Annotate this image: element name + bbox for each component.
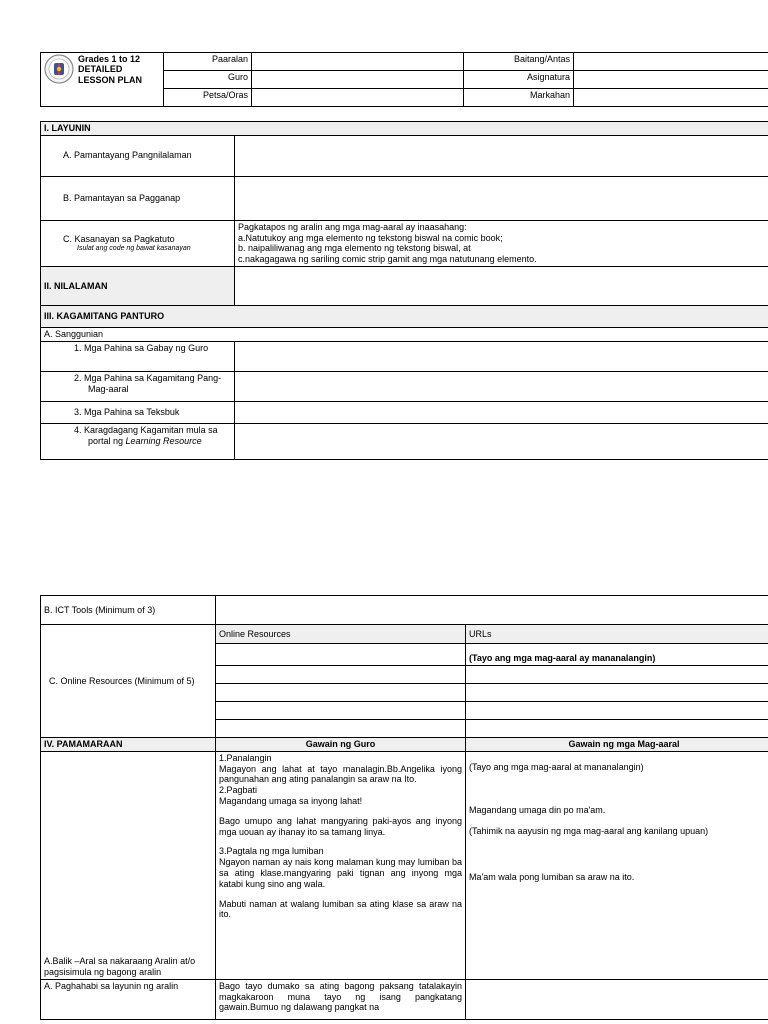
section-pamamaraan-heading: IV. PAMAMARAAN [41, 738, 216, 752]
header-title-line2: DETAILED [78, 64, 123, 75]
online-resource-2 [216, 666, 466, 684]
lesson-plan-table-page2 [40, 595, 768, 1020]
label-baitang: Baitang/Antas [464, 53, 574, 71]
col-urls: URLs [466, 625, 768, 644]
col-online-resources: Online Resources [216, 625, 466, 644]
kasanayan-label-cell [41, 220, 235, 266]
paghahabi-label: A. Paghahabi sa layunin ng aralin [41, 979, 216, 1019]
karagdagang-kagamitan-label [41, 423, 235, 459]
url-1: (Tayo ang mga mag-aaral ay mananalangin) [466, 644, 768, 666]
field-baitang [574, 53, 768, 71]
label-asignatura: Asignatura [464, 71, 574, 89]
field-guro [252, 71, 464, 89]
nilalaman-field [235, 266, 768, 305]
balik-aral-mag-aaral-cell [466, 751, 768, 979]
balik-aral-guro-cell [216, 751, 466, 979]
guro-para-4: Mabuti naman at walang lumiban sa ating klase sa araw na ito. [219, 898, 462, 920]
kasanayan-field [235, 220, 768, 266]
guro-para-1: 1.Panalangin Magayon ang lahat at tayo manalagin.Bb.Angelika iyong pangunahan ang ating panalangin sa araw na Ito. 2.Pagbati Magandang umaga sa inyong lahat! [219, 752, 462, 806]
ict-tools-label: B. ICT Tools (Minimum of 3) [41, 596, 216, 625]
label-petsa: Petsa/Oras [164, 89, 252, 107]
mag-aaral-para-4: Ma'am wala pong lumiban sa araw na ito. [469, 872, 635, 883]
deped-seal-icon [44, 54, 74, 84]
col-gawain-mag-aaral: Gawain ng mga Mag-aaral [466, 738, 768, 752]
karagdagang-kagamitan-text: 4. Karagdagang Kagamitan mula sa portal ng [74, 424, 218, 446]
learning-resource-text: Learning Resource [125, 435, 202, 446]
field-markahan [574, 89, 768, 107]
mag-aaral-para-1: (Tayo ang mga mag-aaral at mananalangin) [469, 761, 644, 772]
pamantayan-pagganap-label: B. Pamantayan sa Pagganap [41, 176, 235, 220]
url-4 [466, 702, 768, 720]
mag-aaral-para-2: Magandang umaga din po ma'am. [469, 804, 606, 815]
balik-aral-label: A.Balik –Aral sa nakaraang Aralin at/o pagsisimula ng bagong aralin [41, 751, 216, 979]
field-paaralan [252, 53, 464, 71]
section-nilalaman-heading: II. NILALAMAN [41, 266, 235, 305]
header-table [40, 52, 768, 107]
kasanayan-line-3: b. naipaliliwanag ang mga elemento ng tekstong biswal, at [238, 243, 471, 254]
header-title-line1: Grades 1 to 12 [78, 54, 141, 64]
kagamitang-mag-aaral-label: 2. Mga Pahina sa Kagamitang Pang-Mag-aaral [41, 371, 235, 401]
online-resource-5 [216, 720, 466, 738]
guro-para-2: Bago umupo ang lahat mangyaring paki-ayos ang inyong mga uouan ay ihanay ito sa tamang linya. [219, 815, 462, 837]
field-petsa [252, 89, 464, 107]
section-kagamitan-heading: III. KAGAMITANG PANTURO [41, 305, 768, 327]
header-title-line3: LESSON PLAN [78, 74, 143, 85]
online-resources-label: C. Online Resources (Minimum of 5) [41, 625, 216, 738]
gabay-guro-field [235, 341, 768, 371]
teksbuk-label: 3. Mga Pahina sa Teksbuk [41, 401, 235, 423]
pamantayang-pangnilalaman-label: A. Pamantayang Pangnilalaman [41, 135, 235, 176]
label-paaralan: Paaralan [164, 53, 252, 71]
kasanayan-note: Isulat ang code ng bawat kasanayan [77, 244, 191, 252]
label-guro: Guro [164, 71, 252, 89]
header-title-cell [41, 53, 164, 107]
url-3 [466, 684, 768, 702]
karagdagang-kagamitan-field [235, 423, 768, 459]
paghahabi-guro: Bago tayo dumako sa ating bagong paksang tatalakayin magkakaroon muna tayo ng isang pangkatang gawain.Bumuo ng dalawang pangkat na [216, 979, 466, 1019]
ict-tools-field [216, 596, 768, 625]
online-resource-1 [216, 644, 466, 666]
field-asignatura [574, 71, 768, 89]
guro-para-3: 3.Pagtala ng mga lumiban Ngayon naman ay nais kong malaman kung may lumiban ba sa ating klase.mangyaring paki tignan ang inyong mga katabi kung sino ang wala. [219, 846, 462, 889]
kasanayan-line-2: a.Natutukoy ang mga elemento ng tekstong biswal na comic book; [238, 232, 503, 243]
url-2 [466, 666, 768, 684]
gabay-guro-label: 1. Mga Pahina sa Gabay ng Guro [41, 341, 235, 371]
online-resource-4 [216, 702, 466, 720]
sanggunian-label: A. Sanggunian [41, 327, 768, 341]
kasanayan-line-4: c.nakagagawa ng sariling comic strip gamit ang mga natutunang elemento. [238, 254, 537, 265]
mag-aaral-para-3: (Tahimik na aayusin ng mga mag-aaral ang kanilang upuan) [469, 826, 709, 837]
url-5 [466, 720, 768, 738]
pamantayang-pangnilalaman-field [235, 135, 768, 176]
lesson-plan-table-page1 [40, 121, 768, 460]
kasanayan-line-1: Pagkatapos ng aralin ang mga mag-aaral ay inaasahang: [238, 221, 467, 232]
section-layunin-heading: I. LAYUNIN [41, 122, 768, 136]
kagamitang-mag-aaral-field [235, 371, 768, 401]
kasanayan-label: C. Kasanayan sa Pagkatuto [63, 233, 175, 244]
teksbuk-field [235, 401, 768, 423]
paghahabi-mag-aaral [466, 979, 768, 1019]
col-gawain-guro: Gawain ng Guro [216, 738, 466, 752]
label-markahan: Markahan [464, 89, 574, 107]
pamantayan-pagganap-field [235, 176, 768, 220]
online-resource-3 [216, 684, 466, 702]
